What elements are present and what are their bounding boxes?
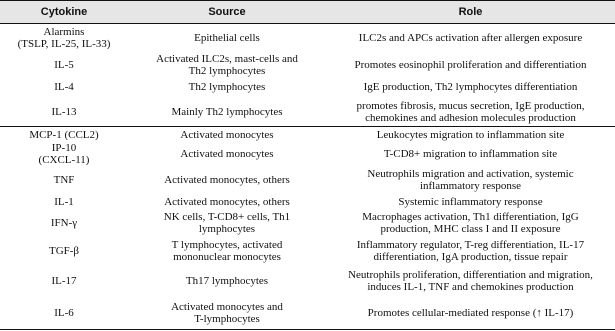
cell-line: IL-6 (54, 306, 74, 319)
cell-role (326, 236, 615, 265)
cell-line: TNF (53, 174, 75, 186)
cell-source (128, 142, 326, 166)
cell-role (326, 142, 615, 166)
table-row (0, 236, 615, 265)
cell-line: Mainly Th2 lymphocytes (171, 105, 283, 118)
table-row (0, 52, 615, 77)
cell-cytokine (0, 127, 128, 142)
cell-role (326, 209, 615, 236)
cell-source (128, 24, 326, 52)
cell-line: NK cells, T-CD8+ cells, Th1 (163, 210, 291, 223)
cell-source (128, 265, 326, 296)
cell-line: Th2 lymphocytes (188, 64, 266, 77)
cell-cytokine (0, 236, 128, 265)
cell-source (128, 209, 326, 236)
cell-role (326, 194, 615, 209)
cell-line: induces IL-1, TNF and chemokines production (367, 280, 574, 293)
cell-line: Neutrophils proliferation, differentiation and migration, (348, 268, 593, 281)
cell-role (326, 24, 615, 52)
cell-line: Promotes eosinophil proliferation and differentiation (354, 58, 587, 71)
cell-line: IFN-γ (50, 216, 78, 229)
cell-line: IgE production, Th2 lymphocytes differentiation (363, 81, 578, 93)
cell-line: Th2 lymphocytes (188, 81, 266, 93)
cell-role (326, 127, 615, 142)
table-row (0, 142, 615, 166)
cell-line: Th17 lymphocytes (185, 274, 269, 287)
cell-role (326, 52, 615, 77)
cell-cytokine (0, 142, 128, 166)
cell-cytokine (0, 166, 128, 194)
cell-source (128, 194, 326, 209)
cell-line: Activated monocytes, others (164, 174, 290, 186)
table-row (0, 194, 615, 209)
cell-role (326, 97, 615, 126)
table-row (0, 77, 615, 97)
table-row (0, 97, 615, 126)
cell-line: TGF-β (48, 244, 80, 257)
cell-cytokine (0, 52, 128, 77)
cell-cytokine (0, 265, 128, 296)
cell-role (326, 166, 615, 194)
cell-line: Activated monocytes (180, 128, 274, 141)
cell-line: Activated ILC2s, mast-cells and (156, 52, 298, 65)
cell-line: Leukocytes migration to inflammation site (376, 128, 565, 141)
cell-line: Neutrophils migration and activation, systemic (367, 168, 574, 180)
cell-line: ILC2s and APCs activation after allergen exposure (358, 32, 583, 44)
cell-source (128, 77, 326, 97)
cell-line: (TSLP, IL-25, IL-33) (17, 38, 111, 50)
cell-line: mononuclear monocytes (173, 250, 281, 263)
table-header (0, 0, 615, 24)
group-divider (0, 126, 615, 127)
cell-cytokine (0, 194, 128, 209)
cell-line: promotes fibrosis, mucus secretion, IgE production, (356, 99, 585, 112)
cell-cytokine (0, 97, 128, 126)
cell-cytokine (0, 77, 128, 97)
cell-line: T-CD8+ migration to inflammation site (383, 148, 558, 160)
cell-line: IL-13 (51, 105, 77, 118)
cell-source (128, 166, 326, 194)
cell-source (128, 52, 326, 77)
cell-cytokine (0, 209, 128, 236)
cell-line: Epithelial cells (194, 32, 260, 44)
header-source: Source (208, 6, 246, 18)
header-role: Role (458, 6, 483, 18)
cell-line: IL-17 (51, 274, 77, 287)
cell-line: Promotes cellular-mediated response (↑ IL-17) (367, 306, 574, 319)
cell-cytokine (0, 24, 128, 52)
cell-line: IL-4 (54, 81, 74, 93)
cell-role (326, 265, 615, 296)
cell-source (128, 236, 326, 265)
table-row (0, 209, 615, 236)
cell-source (128, 296, 326, 329)
cell-line: lymphocytes (198, 222, 256, 235)
cell-line: Systemic inflammatory response (398, 195, 543, 208)
cell-line: Activated monocytes and (171, 300, 283, 313)
table-row (0, 24, 615, 52)
cell-line: differentiation, IgA production, tissue repair (373, 250, 568, 263)
cell-line: Activated monocytes (180, 148, 274, 160)
header-cytokine: Cytokine (40, 6, 88, 18)
cell-line: IL-1 (54, 195, 74, 208)
cell-line: T lymphocytes, activated (171, 238, 283, 251)
cell-source (128, 127, 326, 142)
cell-line: production, MHC class I and II exposure (380, 222, 561, 235)
table-row (0, 265, 615, 296)
cell-line: IL-5 (54, 58, 74, 71)
cell-line: IP-10 (51, 142, 77, 154)
table-row (0, 296, 615, 329)
cell-line: Alarmins (43, 26, 85, 38)
cell-role (326, 296, 615, 329)
cell-line: MCP-1 (CCL2) (29, 128, 99, 141)
cell-line: Inflammatory regulator, T-reg differentiation, IL-17 (356, 238, 585, 251)
table-row (0, 127, 615, 142)
table-bottom-rule (0, 329, 615, 330)
cell-source (128, 97, 326, 126)
cell-line: Macrophages activation, Th1 differentiation, IgG (362, 210, 579, 223)
cell-line: inflammatory response (419, 180, 522, 192)
cell-line: (CXCL-11) (38, 154, 90, 166)
cell-cytokine (0, 296, 128, 329)
cell-line: Activated monocytes, others (164, 195, 290, 208)
cell-line: chemokines and adhesion molecules production (365, 111, 576, 124)
cell-line: T-lymphocytes (194, 312, 260, 325)
table-row (0, 166, 615, 194)
cell-role (326, 77, 615, 97)
